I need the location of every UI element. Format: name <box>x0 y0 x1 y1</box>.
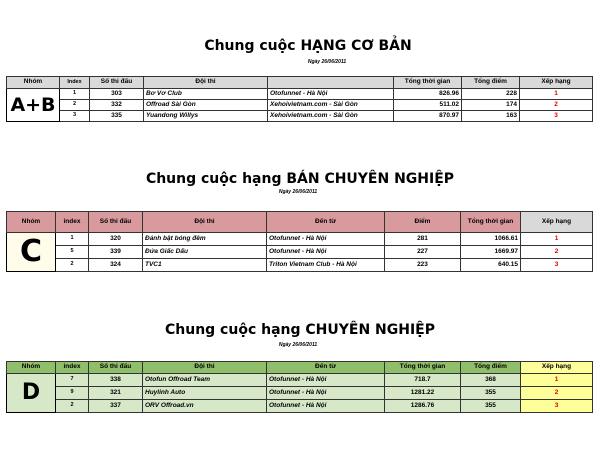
header-diem: Điểm <box>385 212 461 233</box>
cell-rank: 1 <box>521 233 593 246</box>
cell-origin: Triton Vietnam Club - Hà Nội <box>267 259 385 272</box>
section3-title: Chung cuộc hạng CHUYÊN NGHIỆP <box>164 322 435 338</box>
section1-table <box>6 76 593 122</box>
table-row <box>7 374 593 387</box>
group-label: A+B <box>7 89 60 122</box>
cell-rank: 3 <box>521 259 593 272</box>
cell-origin: Otofunnet - Hà Nội <box>267 233 385 246</box>
header-so-thi-dau: Số thi đấu <box>89 212 143 233</box>
header-den-tu: Đến từ <box>267 362 385 374</box>
cell-rank: 2 <box>520 100 593 111</box>
header-index: index <box>56 362 89 374</box>
cell-points: 223 <box>385 259 461 272</box>
cell-origin: Xehoivietnam.com - Sài Gòn <box>268 100 394 111</box>
header-tong-diem: Tổng điểm <box>462 77 520 89</box>
cell-rank: 3 <box>521 400 593 413</box>
header-tong-thoi-gian: Tổng thời gian <box>461 212 521 233</box>
cell-total-points: 355 <box>461 400 521 413</box>
header-so-thi-dau: Số thi đấu <box>90 77 144 89</box>
cell-total-time: 1066.61 <box>461 233 521 246</box>
section1-date: Ngày 26/06/2011 <box>307 59 347 65</box>
header-xep-hang: Xếp hạng <box>521 212 593 233</box>
cell-number: 321 <box>89 387 143 400</box>
table-row <box>7 89 593 100</box>
cell-total-time: 1286.76 <box>385 400 461 413</box>
table-row <box>7 387 593 400</box>
cell-team: Đứa Giấc Dấu <box>143 246 267 259</box>
cell-total-time: 1669.97 <box>461 246 521 259</box>
header-doi-thi: Đội thi <box>144 77 268 89</box>
cell-index: 7 <box>56 374 89 387</box>
header-tong-diem: Tổng điểm <box>461 362 521 374</box>
header-nhom: Nhóm <box>7 212 56 233</box>
table-row <box>7 111 593 122</box>
section1-title: Chung cuộc HẠNG CƠ BẢN <box>204 38 412 54</box>
cell-rank: 1 <box>520 89 593 100</box>
cell-points: 227 <box>385 246 461 259</box>
cell-origin: Otofunnet - Hà Nội <box>267 374 385 387</box>
cell-total-time: 718.7 <box>385 374 461 387</box>
cell-origin: Xehoivietnam.com - Sài Gòn <box>268 111 394 122</box>
section3-date: Ngày 26/06/2011 <box>278 342 318 348</box>
cell-points: 281 <box>385 233 461 246</box>
cell-index: 2 <box>56 400 89 413</box>
cell-rank: 1 <box>521 374 593 387</box>
header-den-tu <box>268 77 394 89</box>
table-header-row <box>7 212 593 233</box>
cell-team: Offroad Sài Gòn <box>144 100 268 111</box>
section2-date: Ngày 26/06/2011 <box>278 189 318 195</box>
cell-total-points: 163 <box>462 111 520 122</box>
group-label: D <box>7 374 56 413</box>
cell-total-points: 368 <box>461 374 521 387</box>
cell-index: 1 <box>60 89 90 100</box>
cell-number: 338 <box>89 374 143 387</box>
cell-team: Đánh bật bóng đêm <box>143 233 267 246</box>
table-row <box>7 233 593 246</box>
header-nhom: Nhóm <box>7 77 60 89</box>
cell-index: 3 <box>60 111 90 122</box>
cell-origin: Otofunnet - Hà Nội <box>267 400 385 413</box>
header-den-tu: Đến từ <box>267 212 385 233</box>
cell-rank: 2 <box>521 246 593 259</box>
header-index: Index <box>60 77 90 89</box>
header-xep-hang: Xếp hạng <box>520 77 593 89</box>
cell-number: 320 <box>89 233 143 246</box>
header-nhom: Nhóm <box>7 362 56 374</box>
group-label: C <box>7 233 56 272</box>
table-header-row <box>7 362 593 374</box>
header-tong-thoi-gian: Tổng thời gian <box>385 362 461 374</box>
cell-team: Huylinh Auto <box>143 387 267 400</box>
cell-total-time: 640.15 <box>461 259 521 272</box>
cell-total-points: 228 <box>462 89 520 100</box>
cell-number: 337 <box>89 400 143 413</box>
section3-table <box>6 361 593 413</box>
cell-team: TVC1 <box>143 259 267 272</box>
header-doi-thi: Đội thi <box>143 212 267 233</box>
cell-team: Bơ Vơ Club <box>144 89 268 100</box>
cell-team: Otofun Offroad Team <box>143 374 267 387</box>
cell-number: 303 <box>90 89 144 100</box>
cell-team: ORV Offroad.vn <box>143 400 267 413</box>
cell-index: 9 <box>56 387 89 400</box>
table-header-row <box>7 77 593 89</box>
header-xep-hang: Xếp hạng <box>521 362 593 374</box>
cell-index: 5 <box>56 246 89 259</box>
cell-total-time: 826.96 <box>394 89 462 100</box>
cell-index: 2 <box>56 259 89 272</box>
cell-number: 332 <box>90 100 144 111</box>
table-row <box>7 100 593 111</box>
header-so-thi-dau: Số thi đấu <box>89 362 143 374</box>
header-doi-thi: Đội thi <box>143 362 267 374</box>
header-index: index <box>56 212 89 233</box>
section2-table <box>6 211 593 272</box>
cell-index: 1 <box>56 233 89 246</box>
cell-rank: 3 <box>520 111 593 122</box>
cell-origin: Otofunnet - Hà Nội <box>267 387 385 400</box>
table-row <box>7 246 593 259</box>
cell-team: Yuandong Willys <box>144 111 268 122</box>
cell-index: 2 <box>60 100 90 111</box>
cell-origin: Otofunnet - Hà Nội <box>268 89 394 100</box>
cell-total-points: 355 <box>461 387 521 400</box>
cell-number: 335 <box>90 111 144 122</box>
cell-total-time: 1281.22 <box>385 387 461 400</box>
table-row <box>7 400 593 413</box>
cell-number: 324 <box>89 259 143 272</box>
cell-rank: 2 <box>521 387 593 400</box>
cell-total-time: 511.02 <box>394 100 462 111</box>
table-row <box>7 259 593 272</box>
header-tong-thoi-gian: Tổng thời gian <box>394 77 462 89</box>
cell-total-points: 174 <box>462 100 520 111</box>
section2-title: Chung cuộc hạng BÁN CHUYÊN NGHIỆP <box>145 171 455 187</box>
cell-number: 339 <box>89 246 143 259</box>
cell-origin: Otofunnet - Hà Nội <box>267 246 385 259</box>
cell-total-time: 870.97 <box>394 111 462 122</box>
